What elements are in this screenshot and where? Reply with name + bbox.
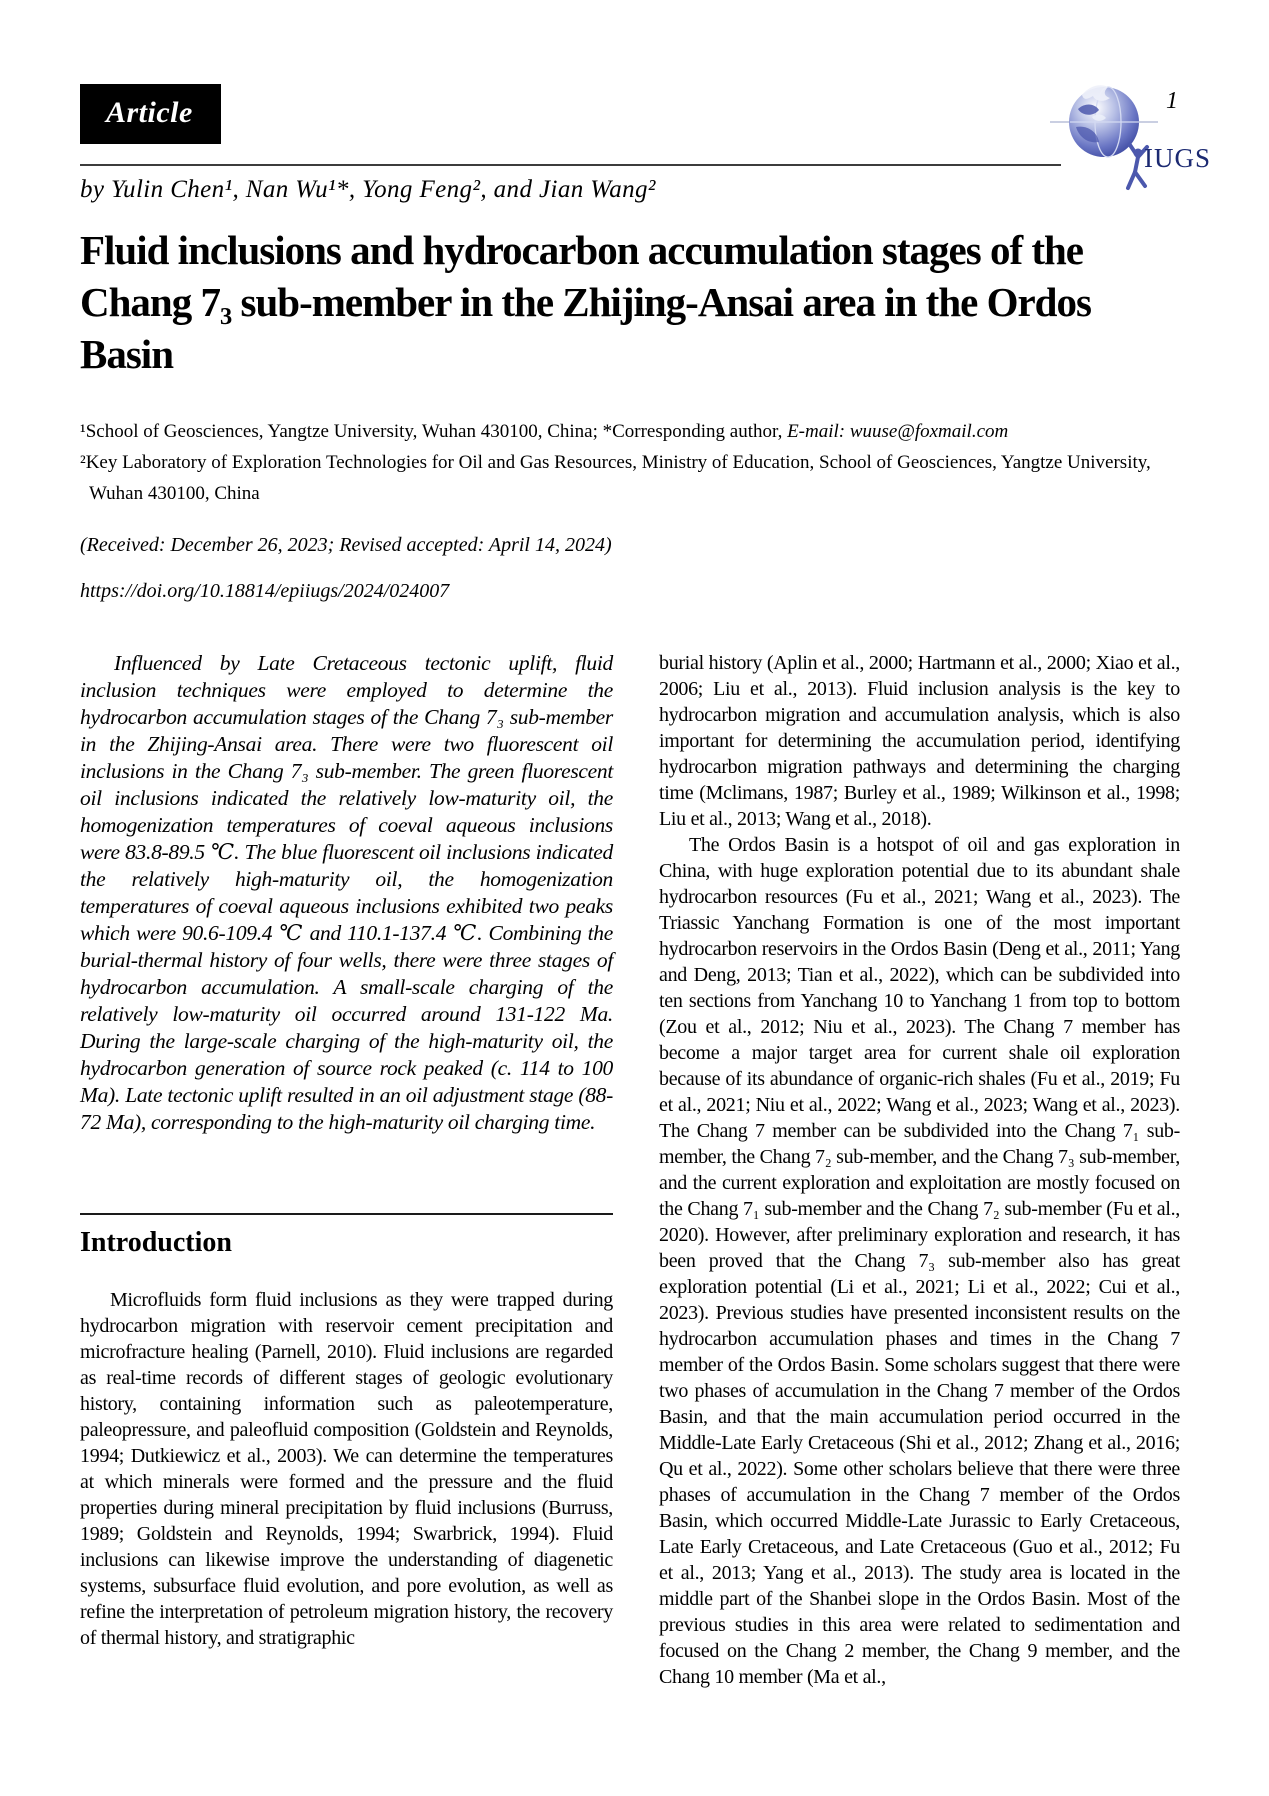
affiliation-2-line1: ²Key Laboratory of Exploration Technologies for Oil and Gas Resources, Ministry of Education, School of Geosciences, Yangtze University, <box>80 452 1151 473</box>
left-column <box>80 650 613 1650</box>
iugs-logo <box>1032 69 1212 209</box>
introduction-paragraph-1: Microfluids form fluid inclusions as they were trapped during hydrocarbon migration with reservoir cement precipitation and microfracture healing (Parnell, 2010). Fluid inclusions are regarded as real-time records of different stages of geologic evolutionary history, containing information such as paleotemperature, paleopressure, and paleofluid composition (Goldstein and Reynolds, 1994; Dutkiewicz et al., 2003). We can determine the temperatures at which minerals were formed and the pressure and the fluid properties during mineral precipitation by fluid inclusions (Burruss, 1989; Goldstein and Reynolds, 1994; Swarbrick, 1994). Fluid inclusions can likewise improve the understanding of diagenetic systems, subsurface fluid evolution, and pore evolution, as well as refine the interpretation of petroleum migration history, the recovery of thermal history, and stratigraphic <box>80 1289 613 1649</box>
page-number: 1 <box>1166 88 1178 114</box>
corresponding-email: E-mail: wuuse@foxmail.com <box>787 421 1009 442</box>
affiliation-2-line2: Wuhan 430100, China <box>89 483 260 504</box>
affiliation-1-text: ¹School of Geosciences, Yangtze University, Wuhan 430100, China; *Corresponding author, <box>80 421 788 442</box>
header-divider-rule <box>80 164 1061 166</box>
introduction-paragraph-2: The Ordos Basin is a hotspot of oil and gas exploration in China, with huge exploration potential due to its abundant shale hydrocarbon resources (Fu et al., 2021; Wang et al., 2023). The Triassic Yanchang Formation is one of the most important hydrocarbon reservoirs in the Ordos Basin (Deng et al., 2011; Yang and Deng, 2013; Tian et al., 2022), which can be subdivided into ten sections from Yanchang 10 to Yanchang 1 from top to bottom (Zou et al., 2012; Niu et al., 2023). The Chang 7 member has become a major target area for current shale oil exploration because of its abundance of organic-rich shales (Fu et al., 2019; Fu et al., 2021; Niu et al., 2022; Wang et al., 2023; Wang et al., 2023). The Chang 7 member can be subdivided into the Chang 7₁ sub-member, the Chang 7₂ sub-member, and the Chang 7₃ sub-member, and the current exploration and exploitation are mostly focused on the Chang 7₁ sub-member and the Chang 7₂ sub-member (Fu et al., 2020). However, after preliminary exploration and research, it has been proved that the Chang 7₃ sub-member also has great exploration potential (Li et al., 2021; Li et al., 2022; Cui et al., 2023). Previous studies have presented inconsistent results on the hydrocarbon accumulation phases and times in the Chang 7 member of the Ordos Basin. Some scholars suggest that there were two phases of accumulation in the Chang 7 member of the Ordos Basin, and that the main accumulation period occurred in the Middle-Late Early Cretaceous (Shi et al., 2012; Zhang et al., 2016; Qu et al., 2022). Some other scholars believe that there were three phases of accumulation in the Chang 7 member of the Ordos Basin, which occurred Middle-Late Jurassic to Early Cretaceous, Late Early Cretaceous, and Late Cretaceous (Guo et al., 2012; Fu et al., 2013; Yang et al., 2013). The study area is located in the middle part of the Shanbei slope in the Ordos Basin. Most of the previous studies in this area were related to sedimentation and focused on the Chang 2 member, the Chang 9 member, and the Chang 10 member (Ma et al., <box>659 834 1180 1688</box>
author-byline: by Yulin Chen¹, Nan Wu¹*, Yong Feng², and Jian Wang² <box>80 176 656 203</box>
abstract-text: Influenced by Late Cretaceous tectonic uplift, fluid inclusion techniques were employed to determine the hydrocarbon accumulation stages of the Chang 7₃ sub-member in the Zhijing-Ansai area. There were two fluorescent oil inclusions in the Chang 7₃ sub-member. The green fluorescent oil inclusions indicated the relatively low-maturity oil, the homogenization temperatures of coeval aqueous inclusions were 83.8-89.5 ℃. The blue fluorescent oil inclusions indicated the relatively high-maturity oil, the homogenization temperatures of coeval aqueous inclusions exhibited two peaks which were 90.6-109.4 ℃ and 110.1-137.4 ℃. Combining the burial-thermal history of four wells, there were three stages of hydrocarbon accumulation. A small-scale charging of the relatively low-maturity oil occurred around 131-122 Ma. During the large-scale charging of the high-maturity oil, the hydrocarbon generation of source rock peaked (c. 114 to 100 Ma). Late tectonic uplift resulted in an oil adjustment stage (88-72 Ma), corresponding to the high-maturity oil charging time. <box>80 651 613 1134</box>
received-revised-dates: (Received: December 26, 2023; Revised accepted: April 14, 2024) <box>80 534 612 556</box>
globe-icon <box>1050 85 1158 157</box>
introduction-heading: Introduction <box>80 1227 232 1258</box>
affiliations-block <box>80 416 1260 509</box>
introduction-paragraph-1-continuation: burial history (Aplin et al., 2000; Hartmann et al., 2000; Xiao et al., 2006; Liu et al., 2013). Fluid inclusion analysis is the key to hydrocarbon migration and accumulation analysis, which is also important for determining the accumulation period, identifying hydrocarbon migration pathways and determining the charging time (Mclimans, 1987; Burley et al., 1989; Wilkinson et al., 1998; Liu et al., 2013; Wang et al., 2018). <box>659 652 1180 830</box>
right-column <box>659 650 1180 1690</box>
article-type-badge: Article <box>80 84 221 144</box>
doi-link[interactable]: https://doi.org/10.18814/epiiugs/2024/024007 <box>80 580 450 602</box>
affiliation-1 <box>80 416 1260 447</box>
paper-title: Fluid inclusions and hydrocarbon accumulation stages of the Chang 7₃ sub-member in the Zhijing-Ansai area in the Ordos Basin <box>80 227 1091 377</box>
section-divider-rule <box>80 1213 613 1215</box>
iugs-logo-text: IUGS <box>1144 143 1212 173</box>
